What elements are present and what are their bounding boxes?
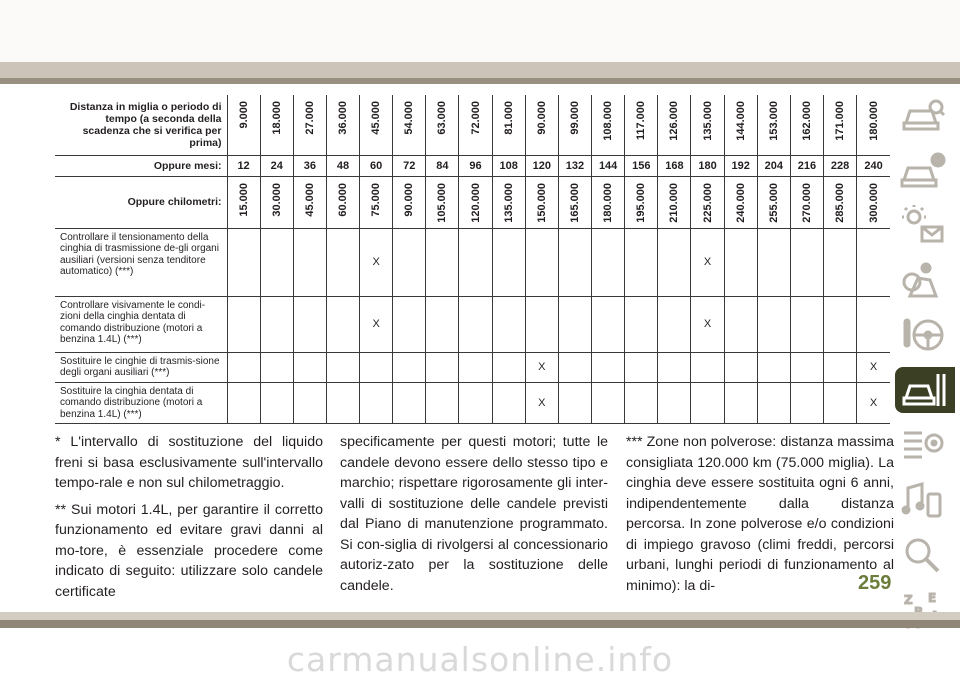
- km-cell: [260, 176, 293, 228]
- operation-row: [55, 296, 890, 352]
- schedule-cell: [525, 228, 558, 296]
- km-cell: [625, 176, 658, 228]
- miles-value: 108.000: [602, 101, 615, 141]
- miles-value: 9.000: [237, 101, 250, 129]
- miles-header-row: [55, 95, 890, 155]
- miles-value: 36.000: [336, 101, 349, 135]
- schedule-cell: [227, 296, 260, 352]
- km-label: Oppure chilometri:: [55, 176, 227, 228]
- months-value: 228: [824, 155, 857, 176]
- operation-label: Sostituire le cinghie di trasmis-sione degli organi ausiliari (***): [55, 352, 227, 382]
- steering-wheel-icon[interactable]: [897, 312, 949, 358]
- km-value: 165.000: [568, 182, 581, 223]
- schedule-mark: X: [857, 382, 890, 424]
- footnote-column-3: [626, 432, 894, 602]
- miles-value: 126.000: [668, 101, 681, 141]
- schedule-cell: [558, 228, 591, 296]
- schedule-cell: [658, 352, 691, 382]
- schedule-mark: X: [525, 382, 558, 424]
- schedule-cell: [393, 296, 426, 352]
- km-cell: [658, 176, 691, 228]
- months-value: 60: [360, 155, 393, 176]
- operation-row: [55, 228, 890, 296]
- schedule-cell: [592, 382, 625, 424]
- bottom-band-dark-stripe: [0, 620, 960, 628]
- schedule-cell: [625, 352, 658, 382]
- schedule-mark: X: [360, 228, 393, 296]
- km-cell: [360, 176, 393, 228]
- km-cell: [459, 176, 492, 228]
- miles-value: 162.000: [800, 101, 813, 141]
- schedule-cell: [459, 352, 492, 382]
- top-band-dark-stripe: [0, 78, 960, 84]
- bottom-band: [0, 612, 960, 620]
- km-cell: [757, 176, 790, 228]
- months-value: 144: [592, 155, 625, 176]
- schedule-cell: [293, 228, 326, 296]
- schedule-cell: [658, 228, 691, 296]
- schedule-cell: [459, 296, 492, 352]
- km-value: 45.000: [303, 182, 316, 217]
- operation-label: Sostituire la cinghia dentata di comando distribuzione (motori a benzina 1.4L) (***): [55, 382, 227, 424]
- miles-value: 99.000: [568, 101, 581, 135]
- svg-text:E: E: [928, 591, 937, 605]
- months-value: 108: [492, 155, 525, 176]
- schedule-cell: [691, 352, 724, 382]
- maintenance-schedule-table: [55, 95, 890, 424]
- months-value: 204: [757, 155, 790, 176]
- car-warning-icon[interactable]: [897, 147, 949, 193]
- miles-cell: [558, 95, 591, 155]
- schedule-cell: [824, 228, 857, 296]
- km-cell: [525, 176, 558, 228]
- km-cell: [824, 176, 857, 228]
- months-value: 216: [790, 155, 823, 176]
- months-value: 12: [227, 155, 260, 176]
- miles-header-label: Distanza in miglia o periodo di tempo (a seconda della scadenza che si verifica per prima): [55, 95, 227, 155]
- footnote-spark-plugs-cont: specificamente per questi motori; tutte le candele devono essere dello stesso tipo e marchio; rispettare rigorosamente gli inter-valli di sostituzione delle candele previsti dal Piano di manutenzione programmato. Si con-siglia di rivolgersi al concessionario autoriz-zato per la sostituzione delle candele.: [340, 434, 608, 594]
- chapter-sidebar: [895, 92, 955, 642]
- page-number: 259: [858, 572, 892, 594]
- schedule-cell: [492, 296, 525, 352]
- airbag-person-icon[interactable]: [897, 257, 949, 303]
- months-value: 192: [724, 155, 757, 176]
- schedule-cell: [426, 296, 459, 352]
- schedule-cell: [326, 296, 359, 352]
- schedule-cell: [625, 296, 658, 352]
- km-cell: [227, 176, 260, 228]
- schedule-cell: [426, 228, 459, 296]
- km-value: 210.000: [668, 182, 681, 223]
- schedule-cell: [592, 352, 625, 382]
- months-value: 240: [857, 155, 890, 176]
- schedule-cell: [558, 382, 591, 424]
- miles-value: 72.000: [469, 101, 482, 135]
- miles-value: 117.000: [635, 101, 648, 141]
- months-value: 84: [426, 155, 459, 176]
- schedule-cell: [558, 352, 591, 382]
- schedule-cell: [857, 228, 890, 296]
- km-value: 225.000: [701, 182, 714, 223]
- km-value: 195.000: [635, 182, 648, 223]
- footnote-belt: *** Zone non polverose: distanza massima consigliata 120.000 km (75.000 miglia). La cinghia deve essere sostituita ogni 6 anni, indipendentemente dalla distanza percorsa. In zone polverose e/o condizioni di impiego gravoso (climi freddi, percorsi urbani, lunghi periodi di funzionamento al minimo): la di-: [626, 434, 894, 594]
- miles-cell: [857, 95, 890, 155]
- schedule-cell: [824, 352, 857, 382]
- km-value: 15.000: [237, 182, 250, 217]
- schedule-cell: [293, 352, 326, 382]
- schedule-cell: [790, 296, 823, 352]
- km-value: 150.000: [535, 182, 548, 223]
- miles-cell: [757, 95, 790, 155]
- miles-cell: [393, 95, 426, 155]
- schedule-cell: [227, 228, 260, 296]
- months-value: 72: [393, 155, 426, 176]
- footnote-column-2: [340, 432, 608, 602]
- schedule-cell: [790, 382, 823, 424]
- km-row: [55, 176, 890, 228]
- schedule-cell: [857, 296, 890, 352]
- miles-cell: [326, 95, 359, 155]
- miles-cell: [459, 95, 492, 155]
- schedule-cell: [492, 352, 525, 382]
- footnote-spark-plugs: ** Sui motori 1.4L, per garantire il corretto funzionamento ed evitare gravi danni al mo-tore, è essenziale procedere come indicato di seguito: utilizzare solo candele certificate: [55, 501, 323, 600]
- schedule-cell: [260, 382, 293, 424]
- km-cell: [426, 176, 459, 228]
- km-cell: [293, 176, 326, 228]
- watermark: carmanualsonline.info: [286, 640, 674, 679]
- km-value: 60.000: [336, 182, 349, 217]
- miles-cell: [824, 95, 857, 155]
- km-value: 300.000: [867, 182, 880, 223]
- footnote-column-1: [55, 432, 323, 608]
- miles-cell: [790, 95, 823, 155]
- km-cell: [790, 176, 823, 228]
- schedule-cell: [724, 296, 757, 352]
- miles-cell: [592, 95, 625, 155]
- schedule-cell: [326, 352, 359, 382]
- schedule-mark: X: [525, 352, 558, 382]
- car-service-icon[interactable]: [895, 367, 955, 413]
- km-value: 270.000: [800, 182, 813, 223]
- schedule-cell: [757, 228, 790, 296]
- schedule-cell: [293, 382, 326, 424]
- footnote-brake-fluid: * L'intervallo di sostituzione del liquido freni si basa esclusivamente sull'intervallo tempo-rale e non sul chilometraggio.: [55, 434, 323, 491]
- months-value: 96: [459, 155, 492, 176]
- miles-cell: [658, 95, 691, 155]
- months-value: 48: [326, 155, 359, 176]
- km-cell: [558, 176, 591, 228]
- schedule-cell: [459, 382, 492, 424]
- light-mail-icon[interactable]: [897, 202, 949, 248]
- schedule-mark: X: [691, 228, 724, 296]
- schedule-cell: [658, 382, 691, 424]
- km-cell: [326, 176, 359, 228]
- schedule-cell: [492, 228, 525, 296]
- schedule-cell: [724, 352, 757, 382]
- km-value: 240.000: [734, 182, 747, 223]
- miles-value: 180.000: [867, 101, 880, 141]
- km-cell: [592, 176, 625, 228]
- km-cell: [857, 176, 890, 228]
- km-value: 255.000: [767, 182, 780, 223]
- schedule-cell: [360, 382, 393, 424]
- miles-value: 18.000: [270, 101, 283, 135]
- months-value: 132: [558, 155, 591, 176]
- schedule-cell: [426, 382, 459, 424]
- schedule-cell: [260, 228, 293, 296]
- schedule-cell: [625, 382, 658, 424]
- schedule-cell: [227, 382, 260, 424]
- schedule-cell: [393, 228, 426, 296]
- miles-cell: [426, 95, 459, 155]
- schedule-cell: [691, 382, 724, 424]
- miles-value: 27.000: [303, 101, 316, 135]
- miles-value: 81.000: [502, 101, 515, 135]
- miles-cell: [724, 95, 757, 155]
- km-cell: [724, 176, 757, 228]
- schedule-cell: [724, 382, 757, 424]
- miles-value: 63.000: [436, 101, 449, 135]
- svg-text:Z: Z: [904, 593, 913, 607]
- schedule-cell: [260, 296, 293, 352]
- km-value: 105.000: [436, 182, 449, 223]
- schedule-cell: [492, 382, 525, 424]
- km-value: 120.000: [469, 182, 482, 223]
- car-search-icon[interactable]: [897, 92, 949, 138]
- miles-cell: [227, 95, 260, 155]
- schedule-cell: [790, 352, 823, 382]
- km-value: 135.000: [502, 182, 515, 223]
- schedule-cell: [757, 296, 790, 352]
- schedule-cell: [260, 352, 293, 382]
- schedule-cell: [558, 296, 591, 352]
- miles-cell: [691, 95, 724, 155]
- settings-list-icon[interactable]: [897, 422, 949, 468]
- schedule-cell: [525, 296, 558, 352]
- schedule-mark: X: [691, 296, 724, 352]
- km-cell: [393, 176, 426, 228]
- schedule-cell: [393, 382, 426, 424]
- months-value: 156: [625, 155, 658, 176]
- schedule-cell: [824, 382, 857, 424]
- months-value: 168: [658, 155, 691, 176]
- km-value: 75.000: [370, 182, 383, 217]
- schedule-cell: [293, 296, 326, 352]
- miles-cell: [260, 95, 293, 155]
- miles-value: 54.000: [403, 101, 416, 135]
- km-value: 90.000: [403, 182, 416, 217]
- months-value: 180: [691, 155, 724, 176]
- schedule-cell: [658, 296, 691, 352]
- schedule-cell: [459, 228, 492, 296]
- miles-value: 135.000: [701, 101, 714, 141]
- miles-value: 171.000: [834, 101, 847, 141]
- schedule-cell: [824, 296, 857, 352]
- months-value: 24: [260, 155, 293, 176]
- miles-cell: [293, 95, 326, 155]
- schedule-cell: [326, 382, 359, 424]
- months-row: [55, 155, 890, 176]
- operation-label: Controllare visivamente le condi-zioni della cinghia dentata di comando distribuzione (motori a benzina 1.4L) (***): [55, 296, 227, 352]
- schedule-cell: [757, 352, 790, 382]
- miles-cell: [525, 95, 558, 155]
- miles-cell: [492, 95, 525, 155]
- miles-value: 90.000: [535, 101, 548, 135]
- schedule-cell: [790, 228, 823, 296]
- schedule-cell: [724, 228, 757, 296]
- schedule-mark: X: [360, 296, 393, 352]
- km-value: 285.000: [834, 182, 847, 223]
- schedule-cell: [592, 228, 625, 296]
- operation-label: Controllare il tensionamento della cinghia di trasmissione de-gli organi ausiliari (versioni senza tenditore automatico) (***): [55, 228, 227, 296]
- miles-value: 45.000: [370, 101, 383, 135]
- schedule-cell: [592, 296, 625, 352]
- miles-cell: [360, 95, 393, 155]
- music-phone-icon[interactable]: [897, 477, 949, 523]
- schedule-cell: [227, 352, 260, 382]
- miles-value: 144.000: [734, 101, 747, 141]
- schedule-cell: [360, 352, 393, 382]
- km-value: 180.000: [602, 182, 615, 223]
- miles-value: 153.000: [767, 101, 780, 141]
- schedule-cell: [426, 352, 459, 382]
- months-value: 36: [293, 155, 326, 176]
- schedule-cell: [393, 352, 426, 382]
- months-label: Oppure mesi:: [55, 155, 227, 176]
- schedule-cell: [326, 228, 359, 296]
- top-band-stripe: [0, 62, 960, 78]
- schedule-cell: [625, 228, 658, 296]
- km-value: 30.000: [270, 182, 283, 217]
- schedule-mark: X: [857, 352, 890, 382]
- magnifier-icon[interactable]: [897, 532, 949, 578]
- miles-cell: [625, 95, 658, 155]
- schedule-cell: [757, 382, 790, 424]
- km-cell: [691, 176, 724, 228]
- operation-row: [55, 352, 890, 382]
- km-cell: [492, 176, 525, 228]
- operation-row: [55, 382, 890, 424]
- months-value: 120: [525, 155, 558, 176]
